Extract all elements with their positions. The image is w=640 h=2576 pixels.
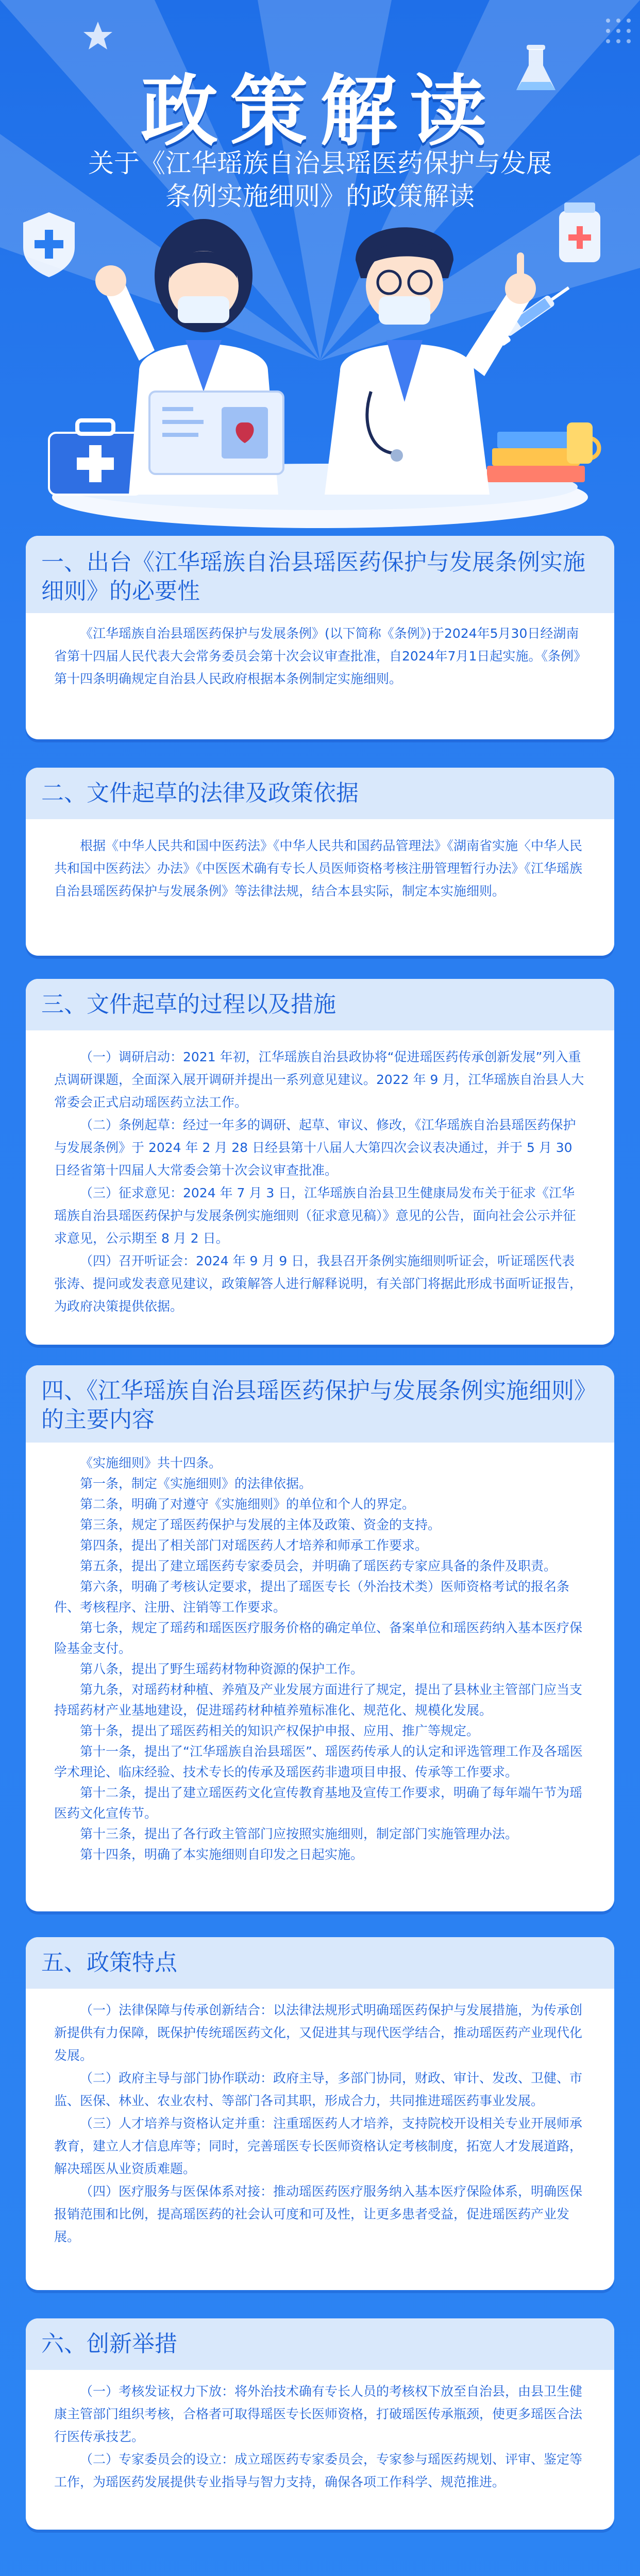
section-card-1 — [26, 536, 614, 739]
section-title: 二、文件起草的法律及政策依据 — [41, 780, 359, 806]
books-icon — [487, 422, 599, 482]
hero-banner — [0, 0, 640, 536]
paragraph: 第三条，规定了瑶医药保护与发展的主体及政策、资金的支持。 — [80, 1517, 441, 1532]
paragraph: 第十三条，提出了各行政主管部门应按照实施细则，制定部门实施管理办法。 — [80, 1826, 518, 1841]
paragraph: 第六条，明确了考核认定要求，提出了瑶医专长（外治技术类）医师资格考试的报名条件、考核程序、注册、注销等工作要求。 — [54, 1579, 570, 1615]
paragraph: （三）人才培养与资格认定并重：注重瑶医药人才培养，支持院校开设相关专业开展师承教育，建立人才信息库等；同时，完善瑶医专长医师资格认定考核制度，拓宽人才发展道路，解决瑶医从业资质难题。 — [54, 2116, 583, 2176]
paragraph: 第五条，提出了建立瑶医药专家委员会，并明确了瑶医药专家应具备的条件及职责。 — [80, 1558, 557, 1573]
section-title: 三、文件起草的过程以及措施 — [41, 991, 336, 1018]
section-body — [54, 2380, 586, 2494]
section-header — [26, 2318, 614, 2370]
paragraph: （二）专家委员会的设立：成立瑶医药专家委员会，专家参与瑶医药规划、评审、鉴定等工作，为瑶医药发展提供专业指导与智力支持，确保各项工作科学、规范推进。 — [54, 2452, 583, 2489]
section-header — [26, 1937, 614, 1989]
paragraph: 第一条，制定《实施细则》的法律依据。 — [80, 1476, 312, 1491]
paragraph: （一）调研启动：2021 年初，江华瑶族自治县政协将“促进瑶医药传承创新发展”列入重点调研课题，全面深入展开调研并提出一系列意见建议。2022 年 9 月，江华瑶族自治县人大常委会正式启动瑶医药立法工作。 — [54, 1049, 584, 1110]
section-card-5 — [26, 1937, 614, 2290]
section-header — [26, 536, 614, 613]
paragraph: 第九条，对瑶药材种植、养殖及产业发展方面进行了规定，提出了县林业主管部门应当支持瑶药材产业基地建设，促进瑶药材种植养殖标准化、规范化、规模化发展。 — [54, 1682, 583, 1718]
section-body — [54, 835, 586, 903]
medicine-bottle-icon — [559, 202, 600, 262]
first-aid-kit-icon — [49, 420, 142, 495]
section-header — [26, 979, 614, 1030]
paragraph: 第十一条，提出了“江华瑶族自治县瑶医”、瑶医药传承人的认定和评选管理工作及各瑶医学术理论、临床经验、技术专长的传承及瑶医药非遗项目申报、传承等工作要求。 — [54, 1744, 583, 1780]
paragraph: 《江华瑶族自治县瑶医药保护与发展条例》(以下简称《条例》)于2024年5月30日经湖南省第十四届人民代表大会常务委员会第十次会议审查批准，自2024年7月1日起实施。《条例》第十四条明确规定自治县人民政府根据本条例制定实施细则。 — [54, 626, 580, 686]
paragraph: （一）考核发证权力下放：将外治技术确有专长人员的考核权下放至自治县，由县卫生健康主管部门组织考核，合格者可取得瑶医专长医师资格，打破瑶医传承瓶颈，使更多瑶医合法行医传承技艺。 — [54, 2384, 583, 2444]
section-body — [54, 1999, 586, 2248]
section-card-6 — [26, 2318, 614, 2530]
section-body — [54, 622, 586, 690]
paragraph: 《实施细则》共十四条。 — [80, 1455, 222, 1470]
section-card-4 — [26, 1365, 614, 1911]
paragraph: （四）召开听证会：2024 年 9 月 9 日，我县召开条例实施细则听证会，听证瑶医代表张涛、提问或发表意见建议，政策解答人进行解释说明，有关部门将据此形成书面听证报告，为政府决策提供依据。 — [54, 1253, 583, 1314]
section-title: 一、出台《江华瑶族自治县瑶医药保护与发展条例实施细则》的必要性 — [41, 549, 585, 604]
paragraph: 第二条，明确了对遵守《实施细则》的单位和个人的界定。 — [80, 1497, 415, 1512]
section-header — [26, 1365, 614, 1443]
section-body — [54, 1046, 586, 1318]
section-title: 五、政策特点 — [41, 1950, 177, 1976]
paragraph: （一）法律保障与传承创新结合：以法律法规形式明确瑶医药保护与发展措施，为传承创新提供有力保障，既保护传统瑶医药文化，又促进其与现代医学结合，推动瑶医药产业现代化发展。 — [54, 2003, 583, 2063]
paragraph: 第十四条，明确了本实施细则自印发之日起实施。 — [80, 1847, 364, 1862]
paragraph: （二）条例起草：经过一年多的调研、起草、审议、修改，《江华瑶族自治县瑶医药保护与发展条例》于 2024 年 2 月 28 日经县第十八届人大第四次会议表决通过，并于 5 月 30 日经省第十四届人大常委会第十次会议审查批准。 — [54, 1117, 576, 1178]
section-card-2 — [26, 768, 614, 956]
section-header — [26, 768, 614, 819]
paragraph: （三）征求意见：2024 年 7 月 3 日，江华瑶族自治县卫生健康局发布关于征求《江华瑶族自治县瑶医药保护与发展条例实施细则（征求意见稿）》意见的公告，面向社会公示并征求意见，公示期至 8 月 2 日。 — [54, 1185, 576, 1246]
section-title: 六、创新举措 — [41, 2331, 177, 2357]
paragraph: 第七条，规定了瑶药和瑶医医疗服务价格的确定单位、备案单位和瑶医药纳入基本医疗保险基金支付。 — [54, 1620, 583, 1656]
paragraph: 第四条，提出了相关部门对瑶医药人才培养和师承工作要求。 — [80, 1538, 428, 1553]
page-subtitle: 关于《江华瑶族自治县瑶医药保护与发展条例实施细则》的政策解读 — [88, 148, 552, 211]
paragraph: （二）政府主导与部门协作联动：政府主导，多部门协同，财政、审计、发改、卫健、市监、医保、林业、农业农村、等部门各司其职，形成合力，共同推进瑶医药事业发展。 — [54, 2071, 583, 2108]
paragraph: （四）医疗服务与医保体系对接：推动瑶医药医疗服务纳入基本医疗保险体系，明确医保报销范围和比例，提高瑶医药的社会认可度和可及性，让更多患者受益，促进瑶医药产业发展。 — [54, 2184, 583, 2244]
paragraph: 根据《中华人民共和国中医药法》《中华人民共和国药品管理法》《湖南省实施〈中华人民共和国中医药法〉办法》《中医医术确有专长人员医师资格考核注册管理暂行办法》《江华瑶族自治县瑶医药保护与发展条例》等法律法规，结合本县实际，制定本实施细则。 — [54, 838, 583, 899]
section-body — [54, 1453, 586, 1865]
section-title: 四、《江华瑶族自治县瑶医药保护与发展条例实施细则》的主要内容 — [41, 1378, 597, 1433]
paragraph: 第八条，提出了野生瑶药材物种资源的保护工作。 — [80, 1662, 364, 1676]
paragraph: 第十条，提出了瑶医药相关的知识产权保护申报、应用、推广等规定。 — [80, 1723, 480, 1738]
section-card-3 — [26, 979, 614, 1345]
page-title: 政策解读 — [140, 67, 499, 157]
paragraph: 第十二条，提出了建立瑶医药文化宣传教育基地及宣传工作要求，明确了每年端午节为瑶医药文化宣传节。 — [54, 1785, 583, 1821]
